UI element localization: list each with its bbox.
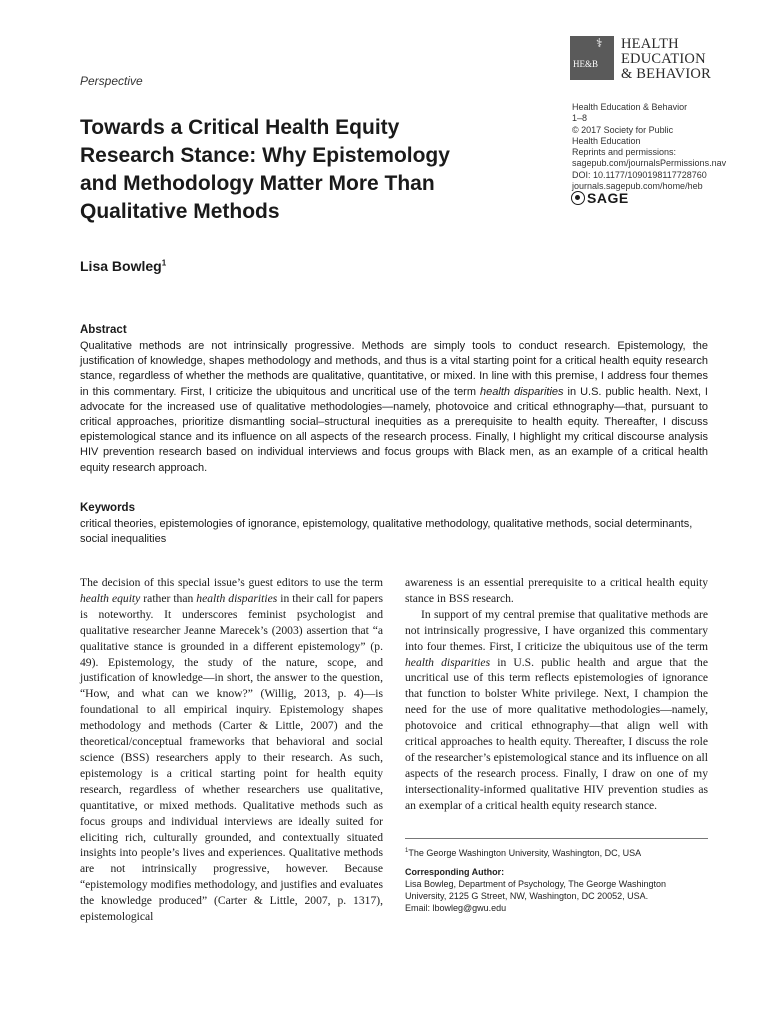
author-text: Lisa Bowleg [80, 258, 162, 274]
caduceus-icon: ⚕ [596, 36, 603, 50]
footnotes [405, 845, 710, 914]
body-text: in their call for papers is noteworthy. It underscores feminist psychologist and qualitative researcher Jeanne Marecek’s (2003) assertion that “a qualitative stance is grounded in a different epistemology” (p. 49). Epistemology, the study of the nature, scope, and justification of knowledge—in short, the answer to the question, “How, and what can we know?” (Willig, 2013, p. 4)—is foundational to all empirical inquiry. Epistemology shapes methodology and methods (Carter & Little, 2007) and the theoretical/conceptual frameworks that behavioral and social science (BSS) researchers apply to their research. As such, epistemology is a critical starting point for health equity research, regardless of whether researchers use qualitative, quantitative, or mixed methods. Qualitative methods such as focus groups and individual interviews are ideally suited for eliciting rich, culturally grounded, and contextually situated insights into people’s lives and experiences. Qualitative methods are not intrinsically progressive, however. Because “epistemology modifies methodology, and justifies and evaluates the knowledge produced” (Carter & Little, 2007, p. 1317), epistemological [80, 591, 383, 924]
affiliation-note [405, 845, 710, 859]
logo-title-line: HEALTH [621, 36, 679, 52]
journal-name: Health Education & Behavior [572, 102, 688, 112]
journal-info [572, 102, 757, 192]
publisher-name: SAGE [587, 190, 629, 206]
body-paragraph: awareness is an essential prerequisite to a critical health equity stance in BSS research. [405, 576, 708, 605]
title-line: and Methodology Matter More Than [80, 172, 435, 195]
body-column-left [80, 575, 383, 925]
author-affiliation-marker: 1 [161, 258, 167, 268]
journal-logo-mark [570, 36, 614, 80]
corresponding-author-line: University, 2125 G Street, NW, Washington, DC 20052, USA. [405, 891, 649, 901]
title-line: Towards a Critical Health Equity [80, 116, 400, 139]
copyright-line: © 2017 Society for Public [572, 124, 674, 135]
abstract-text-part: Qualitative methods are not intrinsically progressive. Methods are simply tools to conduct research. Epistemology, the justification of knowledge, shapes methodology and methods, and thus is a vital starting point for a critical health equity research stance, regardless of whether the methods are qualitative, quantitative, or mixed. In line with this premise, I address four themes in this commentary. First, I criticize the ubiquitous and uncritical use of the term [80, 340, 708, 398]
body-emphasis: health disparities [405, 655, 491, 669]
logo-title-line: & BEHAVIOR [621, 66, 711, 82]
body-paragraph [80, 575, 383, 925]
corresponding-author-line: Lisa Bowleg, Department of Psychology, The George Washington [405, 879, 666, 889]
abstract-body [80, 339, 708, 476]
body-text: rather than [140, 591, 197, 605]
body-emphasis: health disparities [196, 591, 278, 605]
abstract-emphasis: health disparities [480, 385, 564, 398]
logo-title-line: EDUCATION [621, 51, 706, 67]
body-text: The decision of this special issue’s guest editors to use the term [80, 576, 383, 589]
journal-homepage-link[interactable]: journals.sagepub.com/home/heb [572, 181, 703, 192]
body-text: in U.S. public health and argue that the uncritical use of this term reflects epistemologies of ignorance that function to bolster White privilege. Next, I champion the need for the use of more qualitative methodologies—namely, photovoice and critical ethnography—that align well with critical approaches to health equity. Thereafter, I discuss the role of the researcher’s epistemological stance and its influence on all aspects of the research process. Finally, I draw on one of my intersectionality-informed qualitative HIV prevention studies as an exemplar of a critical health equity research stance. [405, 655, 708, 812]
body-emphasis: health equity [80, 591, 141, 605]
permissions-link[interactable]: sagepub.com/journalsPermissions.nav [572, 158, 727, 169]
keywords-heading: Keywords [80, 502, 135, 514]
body-text: In support of my central premise that qualitative methods are not intrinsically progressive, I have organized this commentary into four themes. First, I criticize the ubiquitous use of the term [405, 607, 708, 653]
journal-logo-title [621, 37, 711, 82]
sage-circle-icon [571, 191, 585, 205]
corresponding-author-heading: Corresponding Author: [405, 867, 505, 877]
sage-logo [571, 190, 629, 206]
reprints-label: Reprints and permissions: [572, 147, 677, 158]
title-line: Qualitative Methods [80, 200, 280, 223]
affiliation-text: The George Washington University, Washington, DC, USA [408, 848, 642, 858]
footnote-divider [405, 838, 708, 839]
corresponding-author-email[interactable]: Email: lbowleg@gwu.edu [405, 903, 507, 913]
abstract-text-part: in U.S. public health. Next, I advocate for the increased use of qualitative methodologies—namely, photovoice and critical ethnography—that, pursuant to critical approaches, prioritize dismantling social–structural inequities as a prerequisite to health equity. Thereafter, I discuss epistemological stance and its influence on all aspects of the research process. Finally, I highlight my critical discourse analysis HIV prevention research based on individual interviews and focus groups with Black men, as an example of a critical health equity research approach. [80, 385, 708, 474]
keywords-list: critical theories, epistemologies of ignorance, epistemology, qualitative methodology, qualitative methods, social determinants, social inequalities [80, 518, 693, 546]
body-paragraph [405, 607, 708, 814]
section-label: Perspective [80, 74, 143, 88]
title-line: Research Stance: Why Epistemology [80, 144, 450, 167]
body-column-right [405, 575, 708, 814]
abstract-heading: Abstract [80, 324, 127, 336]
article-title [80, 114, 500, 226]
doi-link[interactable]: DOI: 10.1177/1090198117728760 [572, 169, 707, 180]
copyright-line: Health Education [572, 135, 641, 146]
page-range: 1–8 [572, 113, 588, 124]
author-name [80, 258, 166, 274]
affiliation-marker: 1 [405, 848, 409, 854]
logo-mark-letters: HE&B [573, 59, 599, 69]
